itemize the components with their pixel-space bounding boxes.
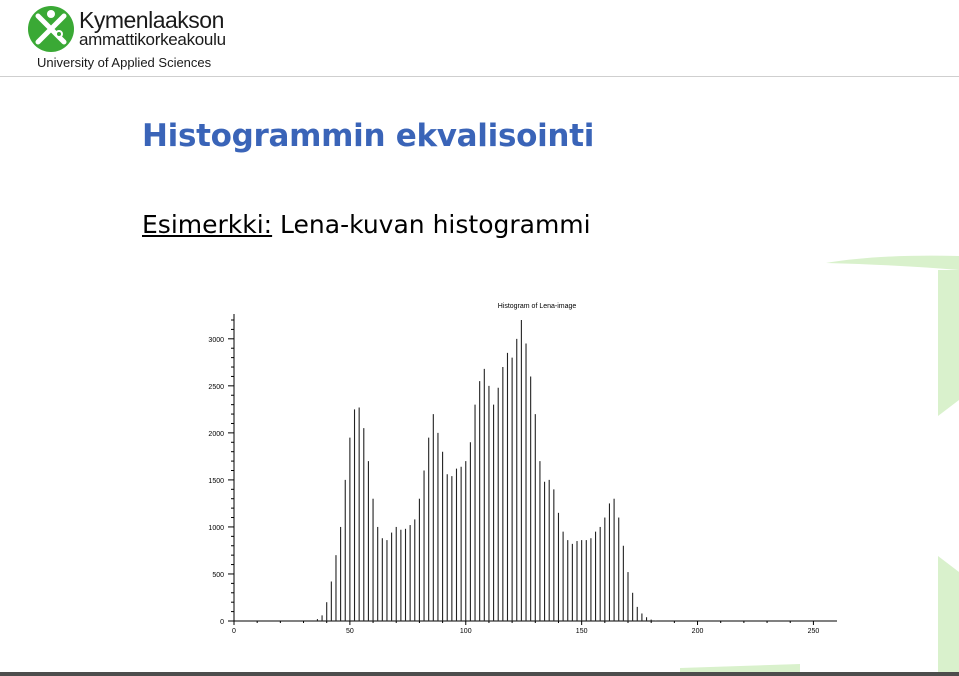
y-tick-label: 0 [220,619,224,626]
x-tick-label: 50 [345,628,354,635]
y-tick-label: 500 [212,571,224,579]
chart-title: Histogram of Lena-image [497,303,577,310]
subtitle-label: Esimerkki: [142,210,273,239]
x-tick-label: 250 [807,628,820,635]
logo-name: Kymenlaakson [79,7,224,33]
y-axis [208,314,234,626]
subtitle-text: Lena-kuvan histogrammi [272,210,591,239]
slide-subtitle [142,210,591,239]
x-tick-label: 150 [575,628,588,635]
y-tick-label: 2000 [208,430,224,438]
slide-title: Histogrammin ekvalisointi [142,118,595,154]
logo-subtitle: University of Applied Sciences [37,55,212,70]
x-tick-label: 0 [232,628,236,635]
y-tick-label: 1000 [208,524,224,532]
slide-bottom-bar [0,672,959,676]
histogram-bars [317,320,655,621]
x-axis [232,621,837,635]
x-tick-label: 100 [459,628,472,635]
y-tick-label: 1500 [208,477,224,485]
x-tick-label: 200 [691,628,704,635]
y-tick-label: 2500 [208,383,224,391]
logo-name-line2: ammattikorkeakoulu [79,30,226,49]
y-tick-label: 3000 [208,336,224,344]
histogram-chart [190,296,850,646]
